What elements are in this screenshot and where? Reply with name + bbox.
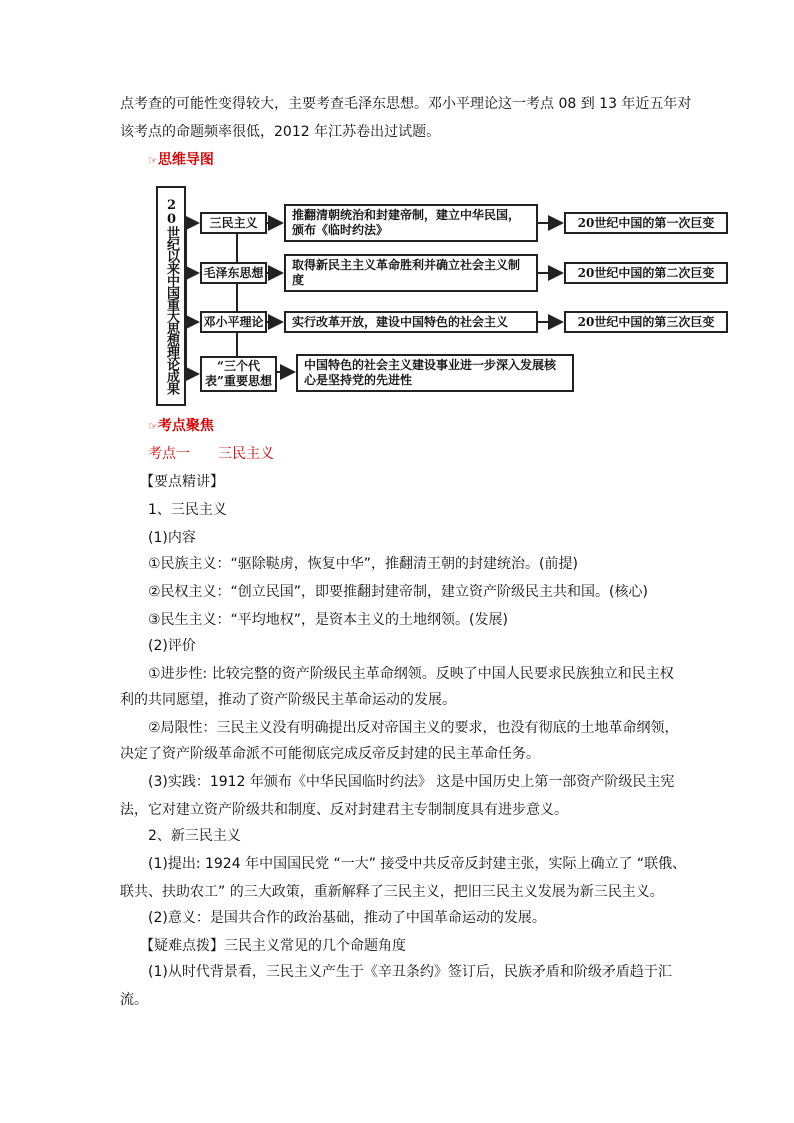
section-1-1a: ①民族主义：“驱除鞑虏，恢复中华”，推翻清王朝的封建统治。(前提) [148,556,578,572]
desc-three-represents [296,354,574,392]
node-three-represents: “三个代表”重要思想 [200,356,277,392]
mindmap-heading-text: 思维导图 [157,152,214,168]
focus-heading-text: 考点聚焦 [157,418,214,434]
kaodian-one-title: 考点一 三民主义 [148,446,274,462]
pointing-hand-icon: ☞ [148,154,158,167]
section-2-1-line1: (1)提出: 1924 年中国国民党 “一大” 接受中共反帝反封建主张，实际上确立了 “联俄、 [148,856,687,872]
section-1-1b: ②民权主义：“创立民国”，即要推翻封建帝制，建立资产阶级民主共和国。(核心) [148,584,648,600]
node-dengxiaoping: 邓小平理论 [200,311,267,333]
pointing-hand-icon: ☞ [148,420,158,433]
intro-line-1: 点考查的可能性变得较大，主要考查毛泽东思想。邓小平理论这一考点 08 到 13 年近五年对 [120,96,692,112]
node-maozedong: 毛泽东思想 [200,262,267,284]
intro-line-2: 该考点的命题频率很低，2012 年江苏卷出过试题。 [120,124,441,140]
desc-sanmin-text: 推翻清朝统治和封建帝制，建立中华民国，颁布《临时约法》 [292,208,521,237]
result-third-change: 20世纪中国的第三次巨变 [564,311,728,333]
section-1-2: (2)评价 [148,638,196,654]
mind-map-diagram [150,186,740,408]
section-2-title: 2、新三民主义 [148,828,241,844]
result-second-change: 20世纪中国的第二次巨变 [564,262,728,284]
section-1-2b-line1: ②局限性：三民主义没有明确提出反对帝国主义的要求，也没有彻底的土地革命纲领， [148,720,679,736]
desc-three-represents-text: 中国特色的社会主义建设事业进一步深入发展核心是坚持党的先进性 [304,358,557,387]
section-2-2: (2)意义：是国共合作的政治基础，推动了中国革命运动的发展。 [148,910,546,926]
section-1-2a-line2: 利的共同愿望，推动了资产阶级民主革命运动的发展。 [120,692,456,708]
section-1-2b-line2: 决定了资产阶级革命派不可能彻底完成反帝反封建的民主革命任务。 [120,746,540,762]
mindmap-heading [148,146,214,175]
desc-maozedong-text: 取得新民主主义革命胜利并确立社会主义制度 [292,258,521,287]
desc-dengxiaoping-text: 实行改革开放，建设中国特色的社会主义 [292,314,509,329]
yinan-heading: 【疑难点拨】三民主义常见的几个命题角度 [140,938,406,954]
mindmap-title: 20世纪以来中国重大思想理论成果 [156,186,186,406]
section-1-1c: ③民生主义：“平均地权”，是资本主义的土地纲领。(发展) [148,612,508,628]
desc-dengxiaoping [284,311,538,333]
result-first-change: 20世纪中国的第一次巨变 [564,212,728,234]
yinan-1-line2: 流。 [120,992,148,1008]
section-1-1: (1)内容 [148,530,196,546]
focus-heading [148,412,214,441]
section-1-3-line1: (3)实践：1912 年颁布《中华民国临时约法》 这是中国历史上第一部资产阶级民主宪 [148,774,675,790]
desc-maozedong [284,254,538,292]
desc-sanmin [284,204,538,242]
yaodian-heading: 【要点精讲】 [140,474,224,490]
section-1-title: 1、三民主义 [148,502,227,518]
section-1-3-line2: 法，它对建立资产阶级共和制度、反对封建君主专制制度具有进步意义。 [120,802,568,818]
yinan-1-line1: (1)从时代背景看，三民主义产生于《辛丑条约》签订后，民族矛盾和阶级矛盾趋于汇 [148,964,672,980]
section-2-1-line2: 联共、扶助农工” 的三大政策，重新解释了三民主义，把旧三民主义发展为新三民主义。 [120,884,664,900]
section-1-2a-line1: ①进步性: 比较完整的资产阶级民主革命纲领。反映了中国人民要求民族独立和民主权 [148,666,674,682]
node-sanmin: 三民主义 [200,212,267,234]
